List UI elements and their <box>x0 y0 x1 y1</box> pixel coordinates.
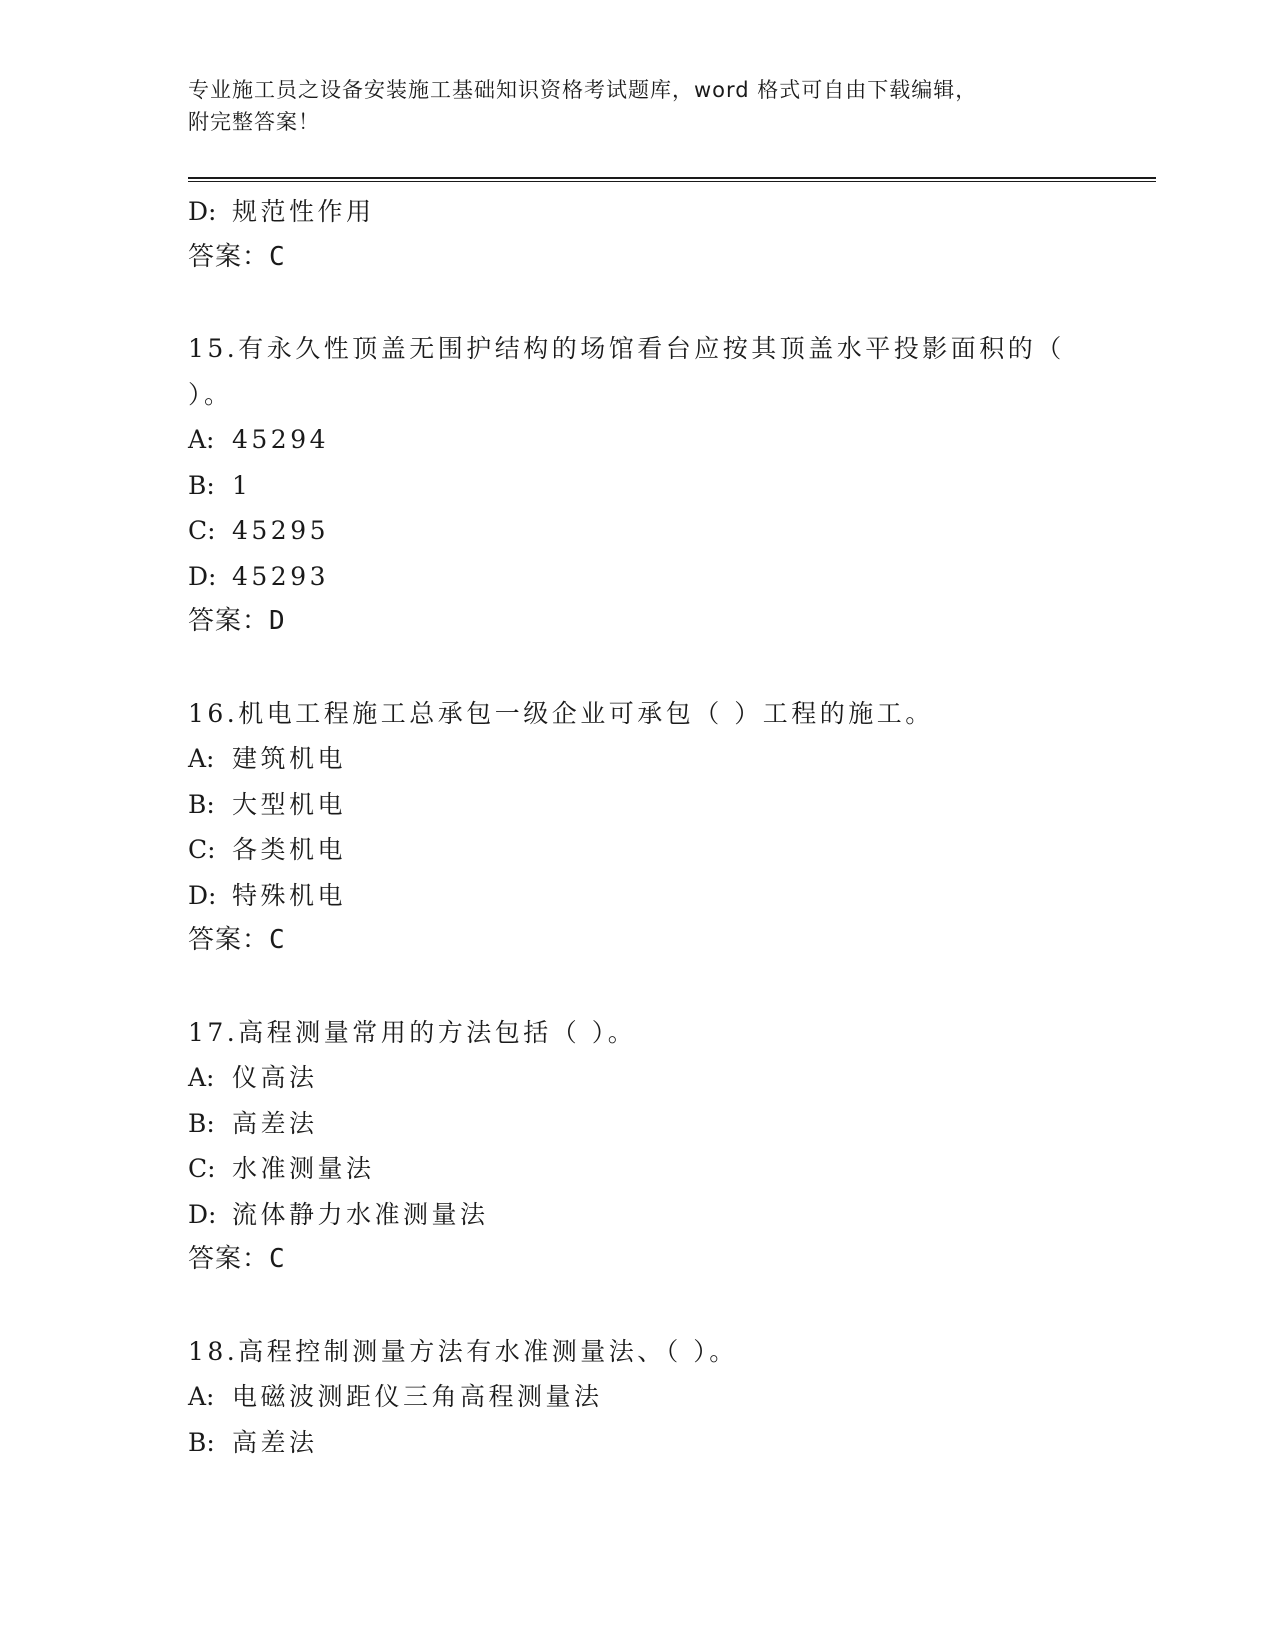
option-text: 流体静力水准测量法 <box>232 1199 489 1229</box>
answer-label: 答案： <box>188 1244 270 1274</box>
option-key: D: <box>188 561 217 591</box>
question-17-answer <box>188 1237 1088 1283</box>
header-rule-thick <box>188 177 1156 179</box>
option-key: D: <box>188 1199 217 1229</box>
question-18-text <box>188 1329 1088 1375</box>
question-list <box>188 189 1088 1465</box>
header-line-2: 附完整答案！ <box>188 110 320 134</box>
carry-over-option-d <box>188 189 1088 235</box>
question-15-text-cont <box>188 372 1088 418</box>
question-16-option-c <box>188 827 1088 873</box>
answer-label: 答案： <box>188 241 270 272</box>
question-18-option-a <box>188 1374 1088 1420</box>
question-15-answer <box>188 599 1088 645</box>
question-16-option-b <box>188 782 1088 828</box>
question-15-option-d <box>188 554 1088 600</box>
question-17-option-c <box>188 1146 1088 1192</box>
question-15-option-c <box>188 508 1088 554</box>
header-rule-thin <box>188 181 1156 182</box>
option-text: 1 <box>232 470 252 500</box>
document-header <box>188 74 1088 138</box>
option-text: 45294 <box>232 425 330 454</box>
answer-label: 答案： <box>188 925 270 955</box>
option-key: A: <box>188 744 215 773</box>
spacer <box>188 645 1088 691</box>
question-text-continuation: ）。 <box>188 379 233 409</box>
option-text: 各类机电 <box>232 835 347 864</box>
option-text: 规范性作用 <box>232 197 375 226</box>
question-number: 17. <box>188 1017 239 1047</box>
spacer <box>188 1283 1088 1329</box>
option-text: 水准测量法 <box>232 1154 375 1183</box>
option-text: 大型机电 <box>232 789 347 819</box>
question-text: 高程控制测量方法有水准测量法、（ ）。 <box>238 1336 738 1366</box>
option-key: D: <box>188 880 217 910</box>
question-15-option-b <box>188 463 1088 509</box>
question-number: 15. <box>188 334 239 363</box>
question-16-answer <box>188 918 1088 964</box>
option-key: B: <box>188 1108 215 1138</box>
question-17-text <box>188 1010 1088 1056</box>
question-text: 有永久性顶盖无围护结构的场馆看台应按其顶盖水平投影面积的（ <box>238 334 1065 363</box>
question-17-option-d <box>188 1192 1088 1238</box>
option-key: B: <box>188 470 215 500</box>
question-text: 高程测量常用的方法包括（ ）。 <box>238 1017 637 1047</box>
question-18-option-b <box>188 1420 1088 1466</box>
spacer <box>188 280 1088 326</box>
option-key: B: <box>188 1427 215 1457</box>
question-number: 16. <box>188 698 239 728</box>
option-key: A: <box>188 425 215 454</box>
question-17-option-b <box>188 1101 1088 1147</box>
option-key: B: <box>188 789 215 819</box>
option-key: C: <box>188 835 216 864</box>
option-text: 建筑机电 <box>232 744 347 773</box>
option-text: 高差法 <box>232 1427 318 1457</box>
option-key: D: <box>188 197 217 226</box>
answer-value: C <box>269 925 286 955</box>
question-16-option-a <box>188 736 1088 782</box>
question-15-option-a <box>188 417 1088 463</box>
option-key: C: <box>188 516 216 545</box>
question-16-text <box>188 691 1088 737</box>
option-text: 45293 <box>232 561 330 591</box>
option-text: 仪高法 <box>232 1063 318 1092</box>
question-15-text <box>188 326 1088 372</box>
answer-label: 答案： <box>188 606 270 636</box>
answer-value: C <box>269 241 286 272</box>
question-16-option-d <box>188 873 1088 919</box>
answer-value: C <box>269 1244 286 1274</box>
question-text: 机电工程施工总承包一级企业可承包（ ）工程的施工。 <box>238 698 934 728</box>
option-text: 特殊机电 <box>232 880 347 910</box>
option-key: A: <box>188 1063 215 1092</box>
carry-over-answer <box>188 235 1088 281</box>
option-text: 电磁波测距仪三角高程测量法 <box>232 1382 603 1411</box>
spacer <box>188 964 1088 1010</box>
option-text: 高差法 <box>232 1108 318 1138</box>
option-key: C: <box>188 1154 216 1183</box>
question-number: 18. <box>188 1336 239 1366</box>
answer-value: D <box>269 606 286 636</box>
header-line-1: 专业施工员之设备安装施工基础知识资格考试题库，word 格式可自由下载编辑， <box>188 78 978 102</box>
option-key: A: <box>188 1382 215 1411</box>
question-17-option-a <box>188 1055 1088 1101</box>
option-text: 45295 <box>232 516 330 545</box>
